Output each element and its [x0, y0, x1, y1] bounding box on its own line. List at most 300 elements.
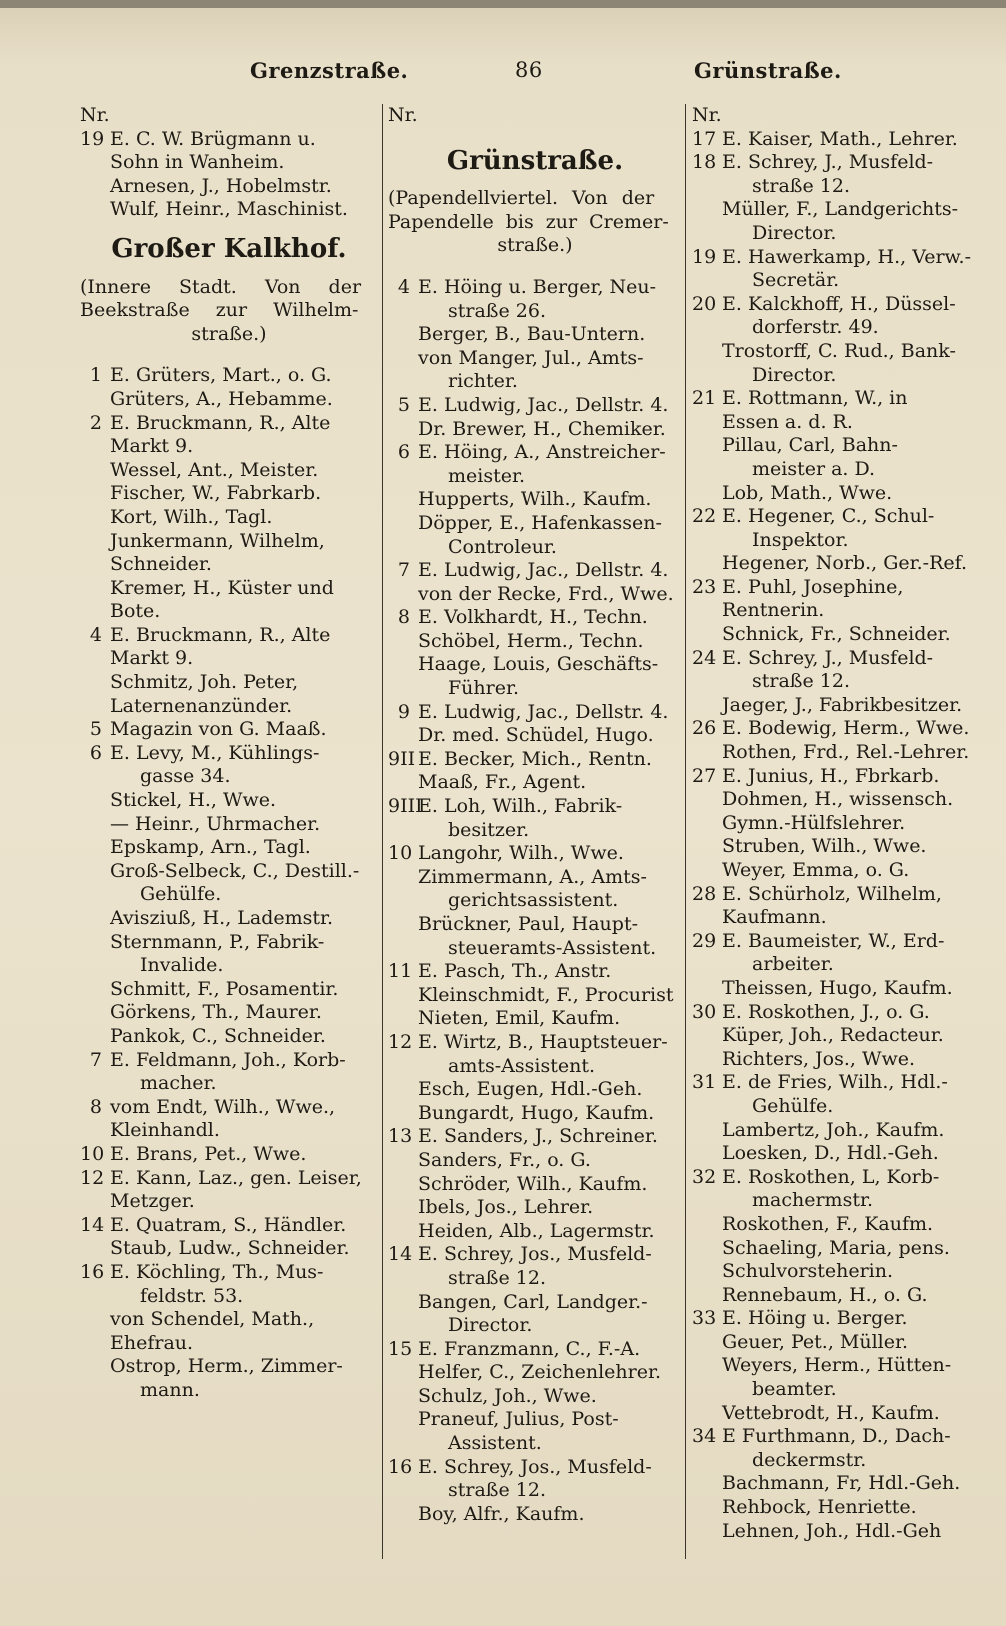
spacer — [388, 258, 682, 276]
directory-entry — [388, 606, 682, 700]
entry-line: Praneuf, Julius, Post- — [418, 1408, 619, 1431]
directory-entry — [388, 1338, 682, 1456]
entry-line: Theissen, Hugo, Kaufm. — [722, 976, 953, 999]
entry-line: Bungardt, Hugo, Kaufm. — [418, 1101, 655, 1124]
entry-text — [722, 246, 988, 293]
entry-line: E. Brans, Pet., Wwe. — [110, 1142, 307, 1165]
entry-line: E. Levy, M., Kühlings- — [110, 741, 320, 764]
entry-line: von Manger, Jul., Amts- — [418, 346, 644, 369]
entry-line: Gymn.-Hülfslehrer. — [722, 811, 906, 834]
entry-line: Assistent. — [448, 1432, 542, 1455]
entry-line: Inspektor. — [752, 528, 849, 551]
entry-line: E. C. W. Brügmann u. — [110, 127, 316, 150]
entry-line: E. Höing, A., Anstreicher- — [418, 441, 666, 464]
entry-line: mann. — [140, 1378, 200, 1401]
entry-line: Dr. med. Schüdel, Hugo. — [418, 724, 654, 747]
entry-line: Secretär. — [752, 269, 840, 292]
entry-text — [722, 883, 988, 930]
directory-entry — [692, 765, 988, 883]
directory-entry — [80, 1143, 378, 1167]
entry-line: richter. — [448, 370, 518, 393]
entry-line: Sanders, Fr., o. G. — [418, 1148, 591, 1171]
entry-text — [418, 795, 682, 842]
entry-line: E. Bruckmann, R., Alte — [110, 623, 331, 646]
entry-text — [110, 1143, 378, 1167]
entry-line: Lob, Math., Wwe. — [722, 481, 893, 504]
entry-line: E. Kann, Laz., gen. Leiser, — [110, 1166, 362, 1189]
entry-line: Görkens, Th., Maurer. — [110, 1001, 322, 1024]
entry-text — [418, 1243, 682, 1337]
entry-line: Bote. — [110, 600, 161, 623]
entry-line: Kleinschmidt, F., Procurist — [418, 983, 674, 1006]
entry-line: E. Hegener, C., Schul- — [722, 505, 935, 528]
entry-line: steueramts-Assistent. — [448, 936, 657, 959]
entry-line: gasse 34. — [140, 765, 231, 788]
house-number: 23 — [692, 575, 717, 598]
street-title-kalkhof: Großer Kalkhof. — [111, 233, 347, 264]
entry-text — [110, 1049, 378, 1096]
entry-line: Schaeling, Maria, pens. — [722, 1236, 950, 1259]
entry-line: E. Roskothen, J., o. G. — [722, 1000, 930, 1023]
directory-entry — [388, 842, 682, 960]
house-number: 7 — [89, 1048, 102, 1071]
entry-line: E. Feldmann, Joh., Korb- — [110, 1048, 346, 1071]
spacer — [80, 346, 378, 364]
directory-entry — [80, 742, 378, 1049]
entry-line: E. Ludwig, Jac., Dellstr. 4. — [418, 559, 669, 582]
directory-entry — [692, 128, 988, 152]
house-number: 8 — [89, 1095, 102, 1118]
entry-line: E. Baumeister, W., Erd- — [722, 929, 945, 952]
directory-entry — [388, 276, 682, 394]
column-nr-label: Nr. — [388, 104, 418, 126]
entry-line: Laternenanzünder. — [110, 694, 293, 717]
directory-entry — [80, 128, 378, 222]
street-description-gruen — [388, 187, 682, 258]
column-divider-1 — [382, 104, 383, 1559]
house-number: 10 — [80, 1142, 105, 1165]
entry-line: Maaß, Fr., Agent. — [418, 771, 587, 794]
entry-line: Richters, Jos., Wwe. — [722, 1047, 916, 1070]
entry-text — [110, 364, 378, 411]
entry-line: Groß-Selbeck, C., Destill.- — [110, 859, 360, 882]
entry-line: Bangen, Carl, Landger.- — [418, 1290, 648, 1313]
entry-line: gerichtsassistent. — [448, 889, 619, 912]
entry-text — [722, 387, 988, 505]
entry-text — [110, 624, 378, 718]
entry-line: Hupperts, Wilh., Kaufm. — [418, 488, 652, 511]
house-number: 21 — [692, 387, 717, 410]
page-top-edge — [0, 0, 1006, 8]
entry-line: Stickel, H., Wwe. — [110, 789, 277, 812]
entry-line: straße 12. — [752, 670, 850, 693]
house-number: 4 — [89, 623, 102, 646]
directory-entry — [80, 624, 378, 718]
kalkhof-entries — [80, 364, 378, 1402]
entry-line: Controleur. — [448, 535, 557, 558]
directory-entry — [692, 717, 988, 764]
house-number: 8 — [397, 606, 410, 629]
entry-line: Kaufmann. — [722, 906, 827, 929]
entry-text — [722, 151, 988, 245]
entry-line: Grüters, A., Hebamme. — [110, 387, 333, 410]
entry-line: Rehbock, Henriette. — [722, 1496, 917, 1519]
entry-text — [418, 606, 682, 700]
entry-text — [418, 441, 682, 559]
entry-text — [722, 128, 988, 152]
house-number: 17 — [692, 127, 717, 150]
column-3 — [692, 104, 988, 1604]
entry-line: Schmitt, F., Posamentir. — [110, 977, 339, 1000]
entry-line: Dr. Brewer, H., Chemiker. — [418, 417, 666, 440]
entry-line: feldstr. 53. — [140, 1284, 244, 1307]
directory-entry — [388, 795, 682, 842]
entry-line: Rennebaum, H., o. G. — [722, 1283, 928, 1306]
entry-line: Fischer, W., Fabrkarb. — [110, 482, 322, 505]
entry-line: von der Recke, Frd., Wwe. — [418, 582, 674, 605]
entry-line: Schulz, Joh., Wwe. — [418, 1384, 597, 1407]
entry-line: Weyers, Herm., Hütten- — [722, 1354, 952, 1377]
directory-entry — [692, 647, 988, 718]
house-number: 32 — [692, 1165, 717, 1188]
entry-line: E. Höing u. Berger, Neu- — [418, 275, 657, 298]
entry-line: Rothen, Frd., Rel.-Lehrer. — [722, 741, 970, 764]
entry-line: Boy, Alfr., Kaufm. — [418, 1502, 585, 1525]
entry-line: E. Bruckmann, R., Alte — [110, 411, 331, 434]
entry-text — [418, 748, 682, 795]
directory-entry — [692, 293, 988, 387]
entry-line: Pankok, C., Schneider. — [110, 1024, 326, 1047]
entry-line: Pillau, Carl, Bahn- — [722, 434, 898, 457]
entry-line: Arnesen, J., Hobelmstr. — [110, 174, 332, 197]
entry-text — [722, 1425, 988, 1543]
directory-entry — [80, 1261, 378, 1403]
entry-line: deckermstr. — [752, 1448, 867, 1471]
entry-line: Weyer, Emma, o. G. — [722, 859, 910, 881]
entry-line: straße 12. — [752, 174, 850, 197]
house-number: 26 — [692, 717, 717, 740]
running-header-right: Grünstraße. — [694, 58, 842, 83]
house-number: 19 — [692, 245, 717, 268]
entry-text — [722, 1307, 988, 1425]
directory-entry — [80, 1167, 378, 1214]
directory-entry — [388, 960, 682, 1031]
entry-line: Esch, Eugen, Hdl.-Geh. — [418, 1078, 643, 1101]
house-number: 12 — [388, 1030, 413, 1053]
entry-line: Metzger. — [110, 1190, 195, 1213]
running-header-left: Grenzstraße. — [250, 58, 409, 83]
column-nr-label: Nr. — [692, 104, 722, 126]
directory-entry — [692, 387, 988, 505]
entry-line: Schmitz, Joh. Peter, — [110, 671, 299, 694]
entry-line: E. Höing u. Berger. — [722, 1307, 908, 1330]
entry-line: E. Köchling, Th., Mus- — [110, 1260, 324, 1283]
entry-line: E. Becker, Mich., Rentn. — [418, 747, 652, 770]
house-number: 6 — [397, 441, 410, 464]
house-number: 9III — [388, 795, 423, 818]
entry-line: arbeiter. — [752, 953, 834, 976]
directory-entry — [692, 576, 988, 647]
entry-text — [722, 647, 988, 718]
entry-line: E. Grüters, Mart., o. G. — [110, 364, 332, 387]
column-2 — [388, 104, 682, 1604]
entry-line: Schnick, Fr., Schneider. — [722, 623, 951, 646]
directory-entry — [692, 246, 988, 293]
house-number: 9II — [388, 747, 416, 770]
house-number: 11 — [388, 960, 413, 983]
directory-entry — [692, 151, 988, 245]
entry-line: Sternmann, P., Fabrik- — [110, 930, 325, 953]
house-number: 31 — [692, 1071, 717, 1094]
directory-entry — [388, 748, 682, 795]
entry-line: Epskamp, Arn., Tagl. — [110, 836, 311, 859]
column-1 — [80, 104, 378, 1604]
entry-line: Döpper, E., Hafenkassen- — [418, 511, 662, 534]
entry-line: Zimmermann, A., Amts- — [418, 865, 647, 888]
house-number: 4 — [397, 275, 410, 298]
entry-text — [722, 765, 988, 883]
entry-line: Markt 9. — [110, 435, 194, 458]
directory-entry — [692, 505, 988, 576]
entry-line: Struben, Wilh., Wwe. — [722, 835, 927, 858]
entry-line: Geuer, Pet., Müller. — [722, 1330, 909, 1353]
house-number: 33 — [692, 1307, 717, 1330]
entry-line: vom Endt, Wilh., Wwe., — [110, 1095, 336, 1118]
entry-line: Invalide. — [140, 954, 224, 977]
entry-line: E. Pasch, Th., Anstr. — [418, 960, 612, 983]
entry-line: Director. — [448, 1314, 533, 1337]
entry-text — [418, 842, 682, 960]
description-line: (Papendellviertel. Von der — [388, 187, 655, 210]
entry-line: E. Kaiser, Math., Lehrer. — [722, 127, 958, 150]
entry-line: Schneider. — [110, 553, 212, 576]
directory-entry — [692, 1307, 988, 1425]
entry-line: E. Sanders, J., Schreiner. — [418, 1125, 658, 1148]
entry-line: Magazin von G. Maaß. — [110, 718, 327, 741]
entry-text — [110, 1096, 378, 1143]
directory-entry — [692, 883, 988, 930]
entry-text — [722, 930, 988, 1001]
directory-entry — [388, 1125, 682, 1243]
house-number: 27 — [692, 764, 717, 787]
house-number: 9 — [397, 700, 410, 723]
directory-entry — [80, 1049, 378, 1096]
directory-entry — [80, 364, 378, 411]
page-number: 86 — [515, 58, 543, 82]
entry-line: Gehülfe. — [752, 1094, 834, 1117]
column-divider-2 — [685, 104, 686, 1559]
house-number: 16 — [388, 1455, 413, 1478]
entry-line: Junkermann, Wilhelm, — [110, 529, 325, 552]
entry-line: Staub, Ludw., Schneider. — [110, 1237, 350, 1260]
house-number: 10 — [388, 842, 413, 865]
entry-line: E. Quatram, S., Händler. — [110, 1213, 347, 1236]
house-number: 28 — [692, 882, 717, 905]
directory-entry — [692, 930, 988, 1001]
entry-line: E. Schrey, Jos., Musfeld- — [418, 1243, 652, 1266]
entry-line: Berger, B., Bau-Untern. — [418, 323, 646, 346]
description-line: straße.) — [497, 234, 573, 257]
entry-line: Avisziuß, H., Lademstr. — [110, 907, 334, 929]
entry-line: E. Schrey, Jos., Musfeld- — [418, 1455, 652, 1478]
entry-line: Lambertz, Joh., Kaufm. — [722, 1118, 945, 1141]
house-number: 34 — [692, 1425, 717, 1448]
entry-line: E. Schrey, J., Musfeld- — [722, 646, 934, 669]
entry-line: E. Wirtz, B., Hauptsteuer- — [418, 1030, 668, 1053]
entry-line: beamter. — [752, 1378, 837, 1401]
entry-line: E. Rottmann, W., in — [722, 387, 908, 410]
directory-entry — [388, 394, 682, 441]
entry-line: Müller, F., Landgerichts- — [722, 198, 959, 221]
directory-entry — [692, 1001, 988, 1072]
house-number: 18 — [692, 151, 717, 174]
entry-line: Roskothen, F., Kaufm. — [722, 1212, 934, 1235]
entry-text — [418, 960, 682, 1031]
directory-entry — [388, 701, 682, 748]
entry-line: Bachmann, Fr, Hdl.-Geh. — [722, 1472, 961, 1495]
entry-line: Rentnerin. — [722, 599, 825, 622]
directory-entry — [388, 1456, 682, 1527]
entry-line: Schulvorsteherin. — [722, 1260, 894, 1283]
entry-line: besitzer. — [448, 818, 530, 841]
directory-entry — [80, 718, 378, 742]
entry-line: Wulf, Heinr., Maschinist. — [110, 198, 348, 221]
house-number: 22 — [692, 505, 717, 528]
street-description-kalkhof — [80, 276, 378, 347]
entry-text — [418, 559, 682, 606]
entry-text — [110, 1214, 378, 1261]
entry-line: E. Ludwig, Jac., Dellstr. 4. — [418, 393, 669, 416]
entry-line: Essen a. d. R. — [722, 410, 853, 433]
entry-text — [418, 1338, 682, 1456]
entry-line: Küper, Joh., Redacteur. — [722, 1024, 944, 1047]
directory-entry — [80, 1096, 378, 1143]
entry-line: E. Loh, Wilh., Fabrik- — [418, 795, 623, 818]
entry-line: E. Roskothen, L, Korb- — [722, 1165, 940, 1188]
house-number: 30 — [692, 1000, 717, 1023]
description-line: (Innere Stadt. Von der — [80, 275, 362, 298]
house-number: 14 — [388, 1243, 413, 1266]
entry-text — [110, 718, 378, 742]
house-number: 19 — [80, 127, 105, 150]
entry-line: macher. — [140, 1072, 217, 1095]
entry-line: von Schendel, Math., — [110, 1308, 315, 1331]
entry-line: Ibels, Jos., Lehrer. — [418, 1196, 594, 1219]
entry-line: E. Volkhardt, H., Techn. — [418, 606, 648, 629]
entry-line: Nieten, Emil, Kaufm. — [418, 1007, 621, 1030]
entry-text — [722, 1071, 988, 1165]
house-number: 6 — [89, 741, 102, 764]
entry-line: Jaeger, J., Fabrikbesitzer. — [722, 693, 963, 716]
entry-text — [722, 576, 988, 647]
entry-line: Kremer, H., Küster und — [110, 576, 334, 599]
house-number: 5 — [89, 718, 102, 741]
entry-line: straße 26. — [448, 299, 546, 322]
entry-text — [418, 1456, 682, 1527]
entry-line: Langohr, Wilh., Wwe. — [418, 842, 624, 865]
entry-line: Ostrop, Herm., Zimmer- — [110, 1355, 343, 1378]
entry-line: meister. — [448, 464, 526, 487]
entry-line: straße 12. — [448, 1479, 546, 1502]
entry-line: Trostorff, C. Rud., Bank- — [722, 339, 956, 362]
description-line: straße.) — [191, 322, 267, 345]
entry-line: Gehülfe. — [140, 883, 222, 906]
entry-line: — Heinr., Uhrmacher. — [110, 812, 321, 835]
street-title-gruen: Grünstraße. — [446, 145, 624, 176]
entry-line: Vettebrodt, H., Kaufm. — [722, 1401, 940, 1424]
description-line: Beekstraße zur Wilhelm- — [80, 299, 359, 322]
entry-line: Schröder, Wilh., Kaufm. — [418, 1172, 648, 1195]
house-number: 24 — [692, 646, 717, 669]
entry-line: E. Junius, H., Fbrkarb. — [722, 764, 940, 787]
entry-line: dorferstr. 49. — [752, 316, 879, 339]
description-line: Papendelle bis zur Cremer- — [388, 210, 669, 233]
entry-line: Lehnen, Joh., Hdl.-Geh — [722, 1519, 942, 1542]
entry-line: E. Puhl, Josephine, — [722, 575, 904, 598]
entry-text — [418, 394, 682, 441]
entry-line: E. Bodewig, Herm., Wwe. — [722, 717, 970, 740]
directory-entry — [388, 559, 682, 606]
entry-text — [110, 128, 378, 222]
entry-line: E. Schrey, J., Musfeld- — [722, 151, 934, 174]
entry-line: Markt 9. — [110, 647, 194, 670]
entry-text — [418, 1031, 682, 1125]
entry-text — [722, 505, 988, 576]
directory-entry — [80, 1214, 378, 1261]
entry-line: Dohmen, H., wissensch. — [722, 788, 954, 811]
entry-text — [722, 1166, 988, 1308]
entry-line: Wessel, Ant., Meister. — [110, 458, 319, 481]
directory-entry — [388, 1031, 682, 1125]
entry-text — [722, 717, 988, 764]
house-number: 12 — [80, 1166, 105, 1189]
house-number: 2 — [89, 411, 102, 434]
entry-line: amts-Assistent. — [448, 1054, 595, 1077]
directory-entry — [692, 1071, 988, 1165]
entry-text — [110, 1167, 378, 1214]
entry-line: E. de Fries, Wilh., Hdl.- — [722, 1071, 948, 1094]
grenz-entries — [80, 128, 378, 222]
entry-line: Helfer, C., Zeichenlehrer. — [418, 1361, 662, 1384]
entry-text — [418, 276, 682, 394]
entry-line: E. Schürholz, Wilhelm, — [722, 882, 942, 905]
entry-line: Führer. — [448, 677, 520, 700]
house-number: 16 — [80, 1260, 105, 1283]
entry-line: E. Kalckhoff, H., Düssel- — [722, 292, 956, 315]
entry-line: meister a. D. — [752, 457, 876, 480]
entry-line: Loesken, D., Hdl.-Geh. — [722, 1142, 939, 1165]
entry-line: E Furthmann, D., Dach- — [722, 1425, 951, 1448]
directory-entry — [692, 1425, 988, 1543]
entry-line: Kleinhandl. — [110, 1119, 220, 1142]
entry-line: straße 12. — [448, 1266, 546, 1289]
entry-line: Director. — [752, 363, 837, 386]
entry-text — [418, 1125, 682, 1243]
entry-line: Schöbel, Herm., Techn. — [418, 629, 644, 652]
entry-line: E. Hawerkamp, H., Verw.- — [722, 245, 971, 268]
house-number: 14 — [80, 1213, 105, 1236]
entry-line: Ehefrau. — [110, 1331, 194, 1354]
house-number: 20 — [692, 292, 717, 315]
entry-line: Brückner, Paul, Haupt- — [418, 913, 638, 935]
entry-text — [722, 293, 988, 387]
entry-line: Hegener, Norb., Ger.-Ref. — [722, 552, 968, 575]
directory-entry — [388, 441, 682, 559]
house-number: 15 — [388, 1337, 413, 1360]
house-number: 5 — [397, 393, 410, 416]
entry-line: Director. — [752, 221, 837, 244]
gruen-entries — [388, 276, 682, 1526]
